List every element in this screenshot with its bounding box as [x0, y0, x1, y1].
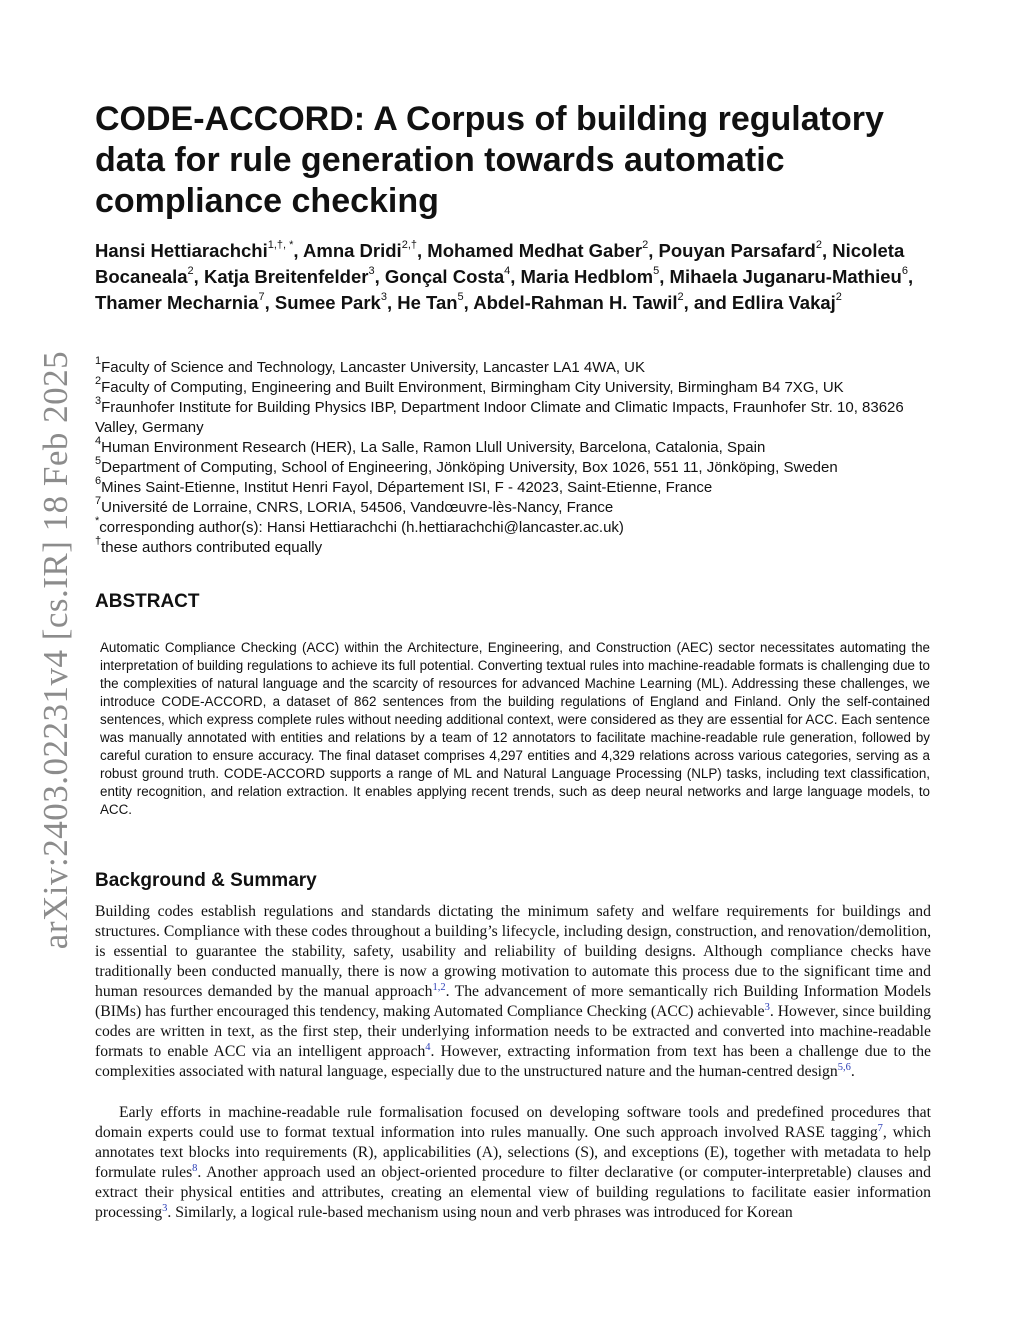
citation-link[interactable]: 5,6	[837, 1061, 851, 1073]
citation-link[interactable]: 4	[425, 1041, 431, 1053]
affiliation: $^7$Université de Lorraine, CNRS, LORIA, 54506, Vandœuvre-lès-Nancy, France	[95, 495, 614, 516]
abstract-heading: ABSTRACT	[95, 591, 200, 612]
citation-link[interactable]: 1,2	[432, 981, 446, 993]
affiliation: $^6$Mines Saint-Etienne, Institut Henri Fayol, Département ISI, F - 42023, Saint-Etienne, France	[95, 475, 713, 496]
citation-link[interactable]: 7	[877, 1122, 883, 1134]
author: Hansi Hettiarachchi$^{1,\dagger, *}$,	[95, 238, 304, 261]
author: Mohamed Medhat Gaber$^2$,	[427, 238, 659, 261]
author: Maria Hedblom$^5$,	[520, 264, 670, 287]
paper-title: CODE-ACCORD: A Corpus of building regulatory data for rule generation towards automatic compliance checking	[95, 100, 884, 220]
citation-link[interactable]: 3	[764, 1001, 770, 1013]
equal-contribution-note: †these authors contributed equally	[95, 535, 323, 556]
author: Thamer Mecharnia$^7$,	[95, 290, 275, 313]
author: Gonçal Costa$^4$,	[384, 264, 521, 287]
author: Abdel-Rahman H. Tawil$^2$, and	[473, 290, 732, 313]
corresponding-author-note: *corresponding author(s): Hansi Hettiarachchi (h.hettiarachchi@lancaster.ac.uk)	[95, 515, 624, 536]
author: Amna Dridi$^{2,\dagger}$,	[303, 238, 428, 261]
author: He Tan$^5$,	[397, 290, 474, 313]
affiliation: $^1$Faculty of Science and Technology, Lancaster University, Lancaster LA1 4WA, UK	[95, 355, 646, 376]
author: Edlira Vakaj$^2$	[731, 290, 842, 313]
affiliation: $^5$Department of Computing, School of Engineering, Jönköping University, Box 1026, 551 11, Jönköping, Sweden	[95, 455, 838, 476]
arxiv-identifier-stamp: arXiv:2403.02231v4 [cs.IR] 18 Feb 2025	[36, 350, 75, 950]
affiliation-list	[95, 355, 945, 558]
body-paragraph: Building codes establish regulations and standards dictating the minimum safety and welfare requirements for buildings and structures. Compliance with these codes throughout a building’s lifecycle, including design, construction, and renovation/demolition, is essential to guarantee the stability, safety, usability and reliability of building designs. Although compliance checks have traditionally been conducted manually, there is now a growing motivation to automate this process due to the significant time and human resources demanded by the manual approach$^{1,2}$. The advancement of more semantically rich Building Information Models (BIMs) has further encouraged this tendency, making Automated Compliance Checking (ACC) achievable$^3$. However, since building codes are written in text, as the first step, their underlying information needs to be extracted and converted into machine-readable formats to enable ACC via an intelligent approach$^4$. However, extracting information from text has been a challenge due to the complexities associated with natural language, especially due to the unstructured nature and the human-centred design$^{5,6}$.	[95, 903, 931, 1080]
abstract-text: Automatic Compliance Checking (ACC) within the Architecture, Engineering, and Construction (AEC) sector necessitates automating the interpretation of building regulations to achieve its full potential. Converting textual rules into machine-readable formats is challenging due to the complexities of natural language and the scarcity of resources for advanced Machine Learning (ML). Addressing these challenges, we introduce CODE-ACCORD, a dataset of 862 sentences from the building regulations of England and Finland. Only the self-contained sentences, which express complete rules without needing additional context, were considered as they are essential for ACC. Each sentence was manually annotated with entities and relations by a team of 12 annotators to facilitate machine-readable rule generation, followed by careful curation to ensure accuracy. The final dataset comprises 4,297 entities and 4,329 relations across various categories, serving as a robust ground truth. CODE-ACCORD supports a range of ML and Natural Language Processing (NLP) tasks, including text classification, entity recognition, and relation extraction. It enables applying recent trends, such as deep neural networks and large language models, to ACC.	[100, 640, 930, 817]
background-section-heading: Background & Summary	[95, 870, 317, 891]
affiliation: $^2$Faculty of Computing, Engineering and Built Environment, Birmingham City University, Birmingham B4 7XG, UK	[95, 375, 844, 396]
body-paragraph: Early efforts in machine-readable rule formalisation focused on developing software tools and predefined procedures that domain experts could use to format textual information into rules manually. One such approach involved RASE tagging$^7$, which annotates text blocks into requirements (R), applicabilities (A), selections (S), and exceptions (E), together with metadata to help formulate rules$^8$. Another approach used an object-oriented procedure to filter declarative (or computer-interpretable) clauses and extract their physical entities and attributes, creating an elemental view of building regulations to facilitate easier information processing$^3$. Similarly, a logical rule-based mechanism using noun and verb phrases was introduced for Korean	[95, 1104, 932, 1221]
author: Katja Breitenfelder$^3$,	[203, 264, 385, 287]
affiliation: $^4$Human Environment Research (HER), La Salle, Ramon Llull University, Barcelona, Catalonia, Spain	[95, 435, 766, 456]
citation-link[interactable]: 3	[162, 1202, 168, 1214]
affiliation: $^3$Fraunhofer Institute for Building Physics IBP, Department Indoor Climate and Climatic Impacts, Fraunhofer Str. 10, 83626 Valley, Germany	[95, 395, 904, 436]
author: Pouyan Parsafard$^2$,	[658, 238, 833, 261]
author: Sumee Park$^3$,	[274, 290, 398, 313]
author-list	[95, 238, 945, 316]
author: Nicoleta Bocaneala$^2$,	[95, 240, 905, 287]
author: Mihaela Juganaru-Mathieu$^6$,	[669, 264, 914, 287]
citation-link[interactable]: 8	[192, 1162, 198, 1174]
